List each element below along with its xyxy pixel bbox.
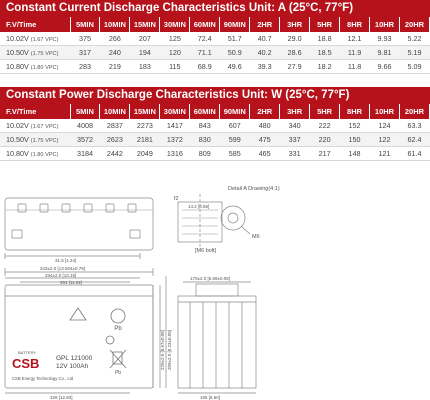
time-column-header: 90MIN: [220, 104, 250, 119]
dim-terminal-pitch: 31.5 [1.24]: [55, 258, 77, 263]
vpc-note: (1.67 VPC): [30, 37, 59, 43]
value-cell: 585: [220, 147, 250, 161]
f2-label: f2: [174, 196, 179, 202]
dim-height-case: 209±2.0 [8.23±0.08]: [167, 330, 172, 370]
value-cell: 331: [280, 147, 310, 161]
final-voltage: 10.02V: [6, 34, 29, 43]
value-cell: 1316: [160, 147, 190, 161]
final-voltage-cell: [0, 32, 70, 46]
final-voltage-cell: [0, 46, 70, 60]
value-cell: 599: [220, 133, 250, 147]
value-cell: 40.7: [250, 32, 280, 46]
vpc-note: (1.75 VPC): [30, 138, 59, 144]
value-cell: 317: [70, 46, 100, 60]
rating-text: 12V 100Ah: [56, 363, 89, 370]
recycle-icon: [70, 308, 86, 320]
power-table-title: Constant Power Discharge Characteristics Unit: W (25°C, 77°F): [0, 87, 430, 104]
value-cell: 12.1: [340, 32, 370, 46]
value-cell: 39.3: [250, 60, 280, 74]
value-cell: 240: [100, 46, 130, 60]
final-voltage: 10.02V: [6, 121, 29, 130]
value-cell: 28.6: [280, 46, 310, 60]
time-column-header: 90MIN: [220, 17, 250, 32]
terminal-negative: [12, 230, 22, 238]
value-cell: 337: [280, 133, 310, 147]
value-cell: 266: [100, 32, 130, 46]
time-column-header: 5MIN: [70, 104, 100, 119]
time-column-header: 3HR: [280, 104, 310, 119]
value-cell: 11.8: [340, 60, 370, 74]
value-cell: 120: [160, 46, 190, 60]
value-cell: 217: [310, 147, 340, 161]
value-cell: 2273: [130, 119, 160, 133]
value-cell: 809: [190, 147, 220, 161]
table-row: [0, 46, 430, 60]
value-cell: 150: [340, 133, 370, 147]
value-cell: 148: [340, 147, 370, 161]
terminal-post-5: [106, 204, 114, 212]
value-cell: 115: [160, 60, 190, 74]
battery-word: BATTERY: [18, 350, 37, 355]
table-row: [0, 147, 430, 161]
value-cell: 72.4: [190, 32, 220, 46]
value-cell: 18.2: [310, 60, 340, 74]
dim-small: 14.2 [0.56]: [188, 204, 210, 209]
table-row: [0, 133, 430, 147]
time-column-header: 2HR: [250, 17, 280, 32]
pb-text: Pb: [114, 326, 122, 332]
value-cell: 3572: [70, 133, 100, 147]
terminal-post-1: [18, 204, 26, 212]
time-column-header: 5HR: [310, 104, 340, 119]
final-voltage-cell: [0, 133, 70, 147]
value-cell: 62.4: [399, 133, 429, 147]
table-row: [0, 32, 430, 46]
value-cell: 3184: [70, 147, 100, 161]
model-text: GPL 121000: [56, 355, 93, 362]
value-cell: 283: [70, 60, 100, 74]
time-column-header: 8HR: [340, 104, 370, 119]
bolt-label: [M6 bolt]: [195, 248, 217, 254]
fv-time-header: F.V/Time: [0, 17, 70, 32]
table-row: [0, 119, 430, 133]
time-column-header: 20HR: [399, 104, 429, 119]
value-cell: 124: [370, 119, 400, 133]
vpc-note: (1.80 VPC): [30, 152, 59, 158]
dim-terminal-span: 334±2.0 [13.15]: [45, 273, 77, 278]
time-column-header: 3HR: [280, 17, 310, 32]
value-cell: 2442: [100, 147, 130, 161]
value-cell: 340: [280, 119, 310, 133]
value-cell: 207: [130, 32, 160, 46]
value-cell: 121: [370, 147, 400, 161]
battery-front-view: [5, 285, 153, 388]
time-column-header: 5HR: [310, 17, 340, 32]
value-cell: 11.9: [340, 46, 370, 60]
power-discharge-table: [0, 104, 430, 161]
value-cell: 27.9: [280, 60, 310, 74]
value-cell: 51.7: [220, 32, 250, 46]
value-cell: 9.93: [370, 32, 400, 46]
detail-drawing-label: Detail A Drawing(4:1): [228, 186, 280, 192]
terminal-post-2: [40, 204, 48, 212]
time-column-header: 10HR: [370, 104, 400, 119]
value-cell: 219: [100, 60, 130, 74]
value-cell: 5.19: [399, 46, 429, 60]
value-cell: 5.09: [399, 60, 429, 74]
value-cell: 1417: [160, 119, 190, 133]
vpc-note: (1.67 VPC): [30, 124, 59, 130]
value-cell: 475: [250, 133, 280, 147]
final-voltage: 10.80V: [6, 62, 29, 71]
value-cell: 830: [190, 133, 220, 147]
battery-dimension-drawing: [0, 180, 430, 400]
final-voltage: 10.80V: [6, 149, 29, 158]
final-voltage: 10.50V: [6, 48, 29, 57]
value-cell: 4008: [70, 119, 100, 133]
current-table-title: Constant Current Discharge Characteristics Unit: A (25°C, 77°F): [0, 0, 430, 17]
terminal-post-3: [62, 204, 70, 212]
value-cell: 40.2: [250, 46, 280, 60]
value-cell: 61.4: [399, 147, 429, 161]
time-column-header: 15MIN: [130, 17, 160, 32]
value-cell: 5.22: [399, 32, 429, 46]
dim-inner-span: 281 [11.02]: [60, 280, 83, 285]
power-table-header-row: [0, 104, 430, 119]
value-cell: 843: [190, 119, 220, 133]
dim-bottom-width: 165 [6.50]: [200, 395, 221, 400]
value-cell: 49.6: [220, 60, 250, 74]
battery-label: [12, 308, 126, 381]
pb-text-2: Pb: [114, 370, 122, 376]
csb-logo: CSB: [12, 356, 40, 371]
time-column-header: 30MIN: [160, 17, 190, 32]
value-cell: 1372: [160, 133, 190, 147]
value-cell: 375: [70, 32, 100, 46]
terminal-post-4: [84, 204, 92, 212]
current-table-header-row: [0, 17, 430, 32]
time-column-header: 20HR: [399, 17, 429, 32]
time-column-header: 30MIN: [160, 104, 190, 119]
time-column-header: 2HR: [250, 104, 280, 119]
value-cell: 220: [310, 133, 340, 147]
final-voltage-cell: [0, 60, 70, 74]
value-cell: 465: [250, 147, 280, 161]
final-voltage-cell: [0, 119, 70, 133]
time-column-header: 10HR: [370, 17, 400, 32]
dim-height-total: 220±2.0 [8.67±0.08]: [160, 330, 165, 370]
dim-bottom-length: 326 [12.83]: [50, 395, 73, 400]
value-cell: 152: [340, 119, 370, 133]
value-cell: 71.1: [190, 46, 220, 60]
value-cell: 9.81: [370, 46, 400, 60]
value-cell: 18.8: [310, 32, 340, 46]
value-cell: 2837: [100, 119, 130, 133]
table-row: [0, 60, 430, 74]
terminal-positive: [130, 230, 140, 238]
value-cell: 9.66: [370, 60, 400, 74]
dim-top-width: 170±2.0 [6.69±0.08]: [190, 276, 230, 281]
time-column-header: 5MIN: [70, 17, 100, 32]
value-cell: 607: [220, 119, 250, 133]
value-cell: 480: [250, 119, 280, 133]
side-top-lid: [196, 284, 238, 296]
terminal-post-6: [128, 204, 136, 212]
time-column-header: 60MIN: [190, 17, 220, 32]
value-cell: 183: [130, 60, 160, 74]
battery-top-view: [5, 198, 153, 250]
time-column-header: 60MIN: [190, 104, 220, 119]
hazard-icon: [106, 336, 114, 344]
value-cell: 222: [310, 119, 340, 133]
vpc-note: (1.75 VPC): [30, 51, 59, 57]
value-cell: 2181: [130, 133, 160, 147]
m6-label: M6: [252, 234, 260, 240]
final-voltage: 10.50V: [6, 135, 29, 144]
value-cell: 125: [160, 32, 190, 46]
final-voltage-cell: [0, 147, 70, 161]
maker-text: CSB Energy Technology Co., Ltd: [12, 376, 74, 381]
dim-overall-width: 343±2.0 [13.504±0.79]: [40, 266, 85, 271]
value-cell: 50.9: [220, 46, 250, 60]
time-column-header: 10MIN: [100, 104, 130, 119]
value-cell: 68.9: [190, 60, 220, 74]
time-column-header: 10MIN: [100, 17, 130, 32]
value-cell: 2623: [100, 133, 130, 147]
pb-circle-icon: [111, 309, 125, 323]
value-cell: 18.5: [310, 46, 340, 60]
time-column-header: 8HR: [340, 17, 370, 32]
value-cell: 122: [370, 133, 400, 147]
vpc-note: (1.80 VPC): [30, 65, 59, 71]
value-cell: 2049: [130, 147, 160, 161]
value-cell: 29.0: [280, 32, 310, 46]
value-cell: 194: [130, 46, 160, 60]
fv-time-header: F.V/Time: [0, 104, 70, 119]
value-cell: 63.3: [399, 119, 429, 133]
time-column-header: 15MIN: [130, 104, 160, 119]
current-discharge-table: [0, 17, 430, 74]
